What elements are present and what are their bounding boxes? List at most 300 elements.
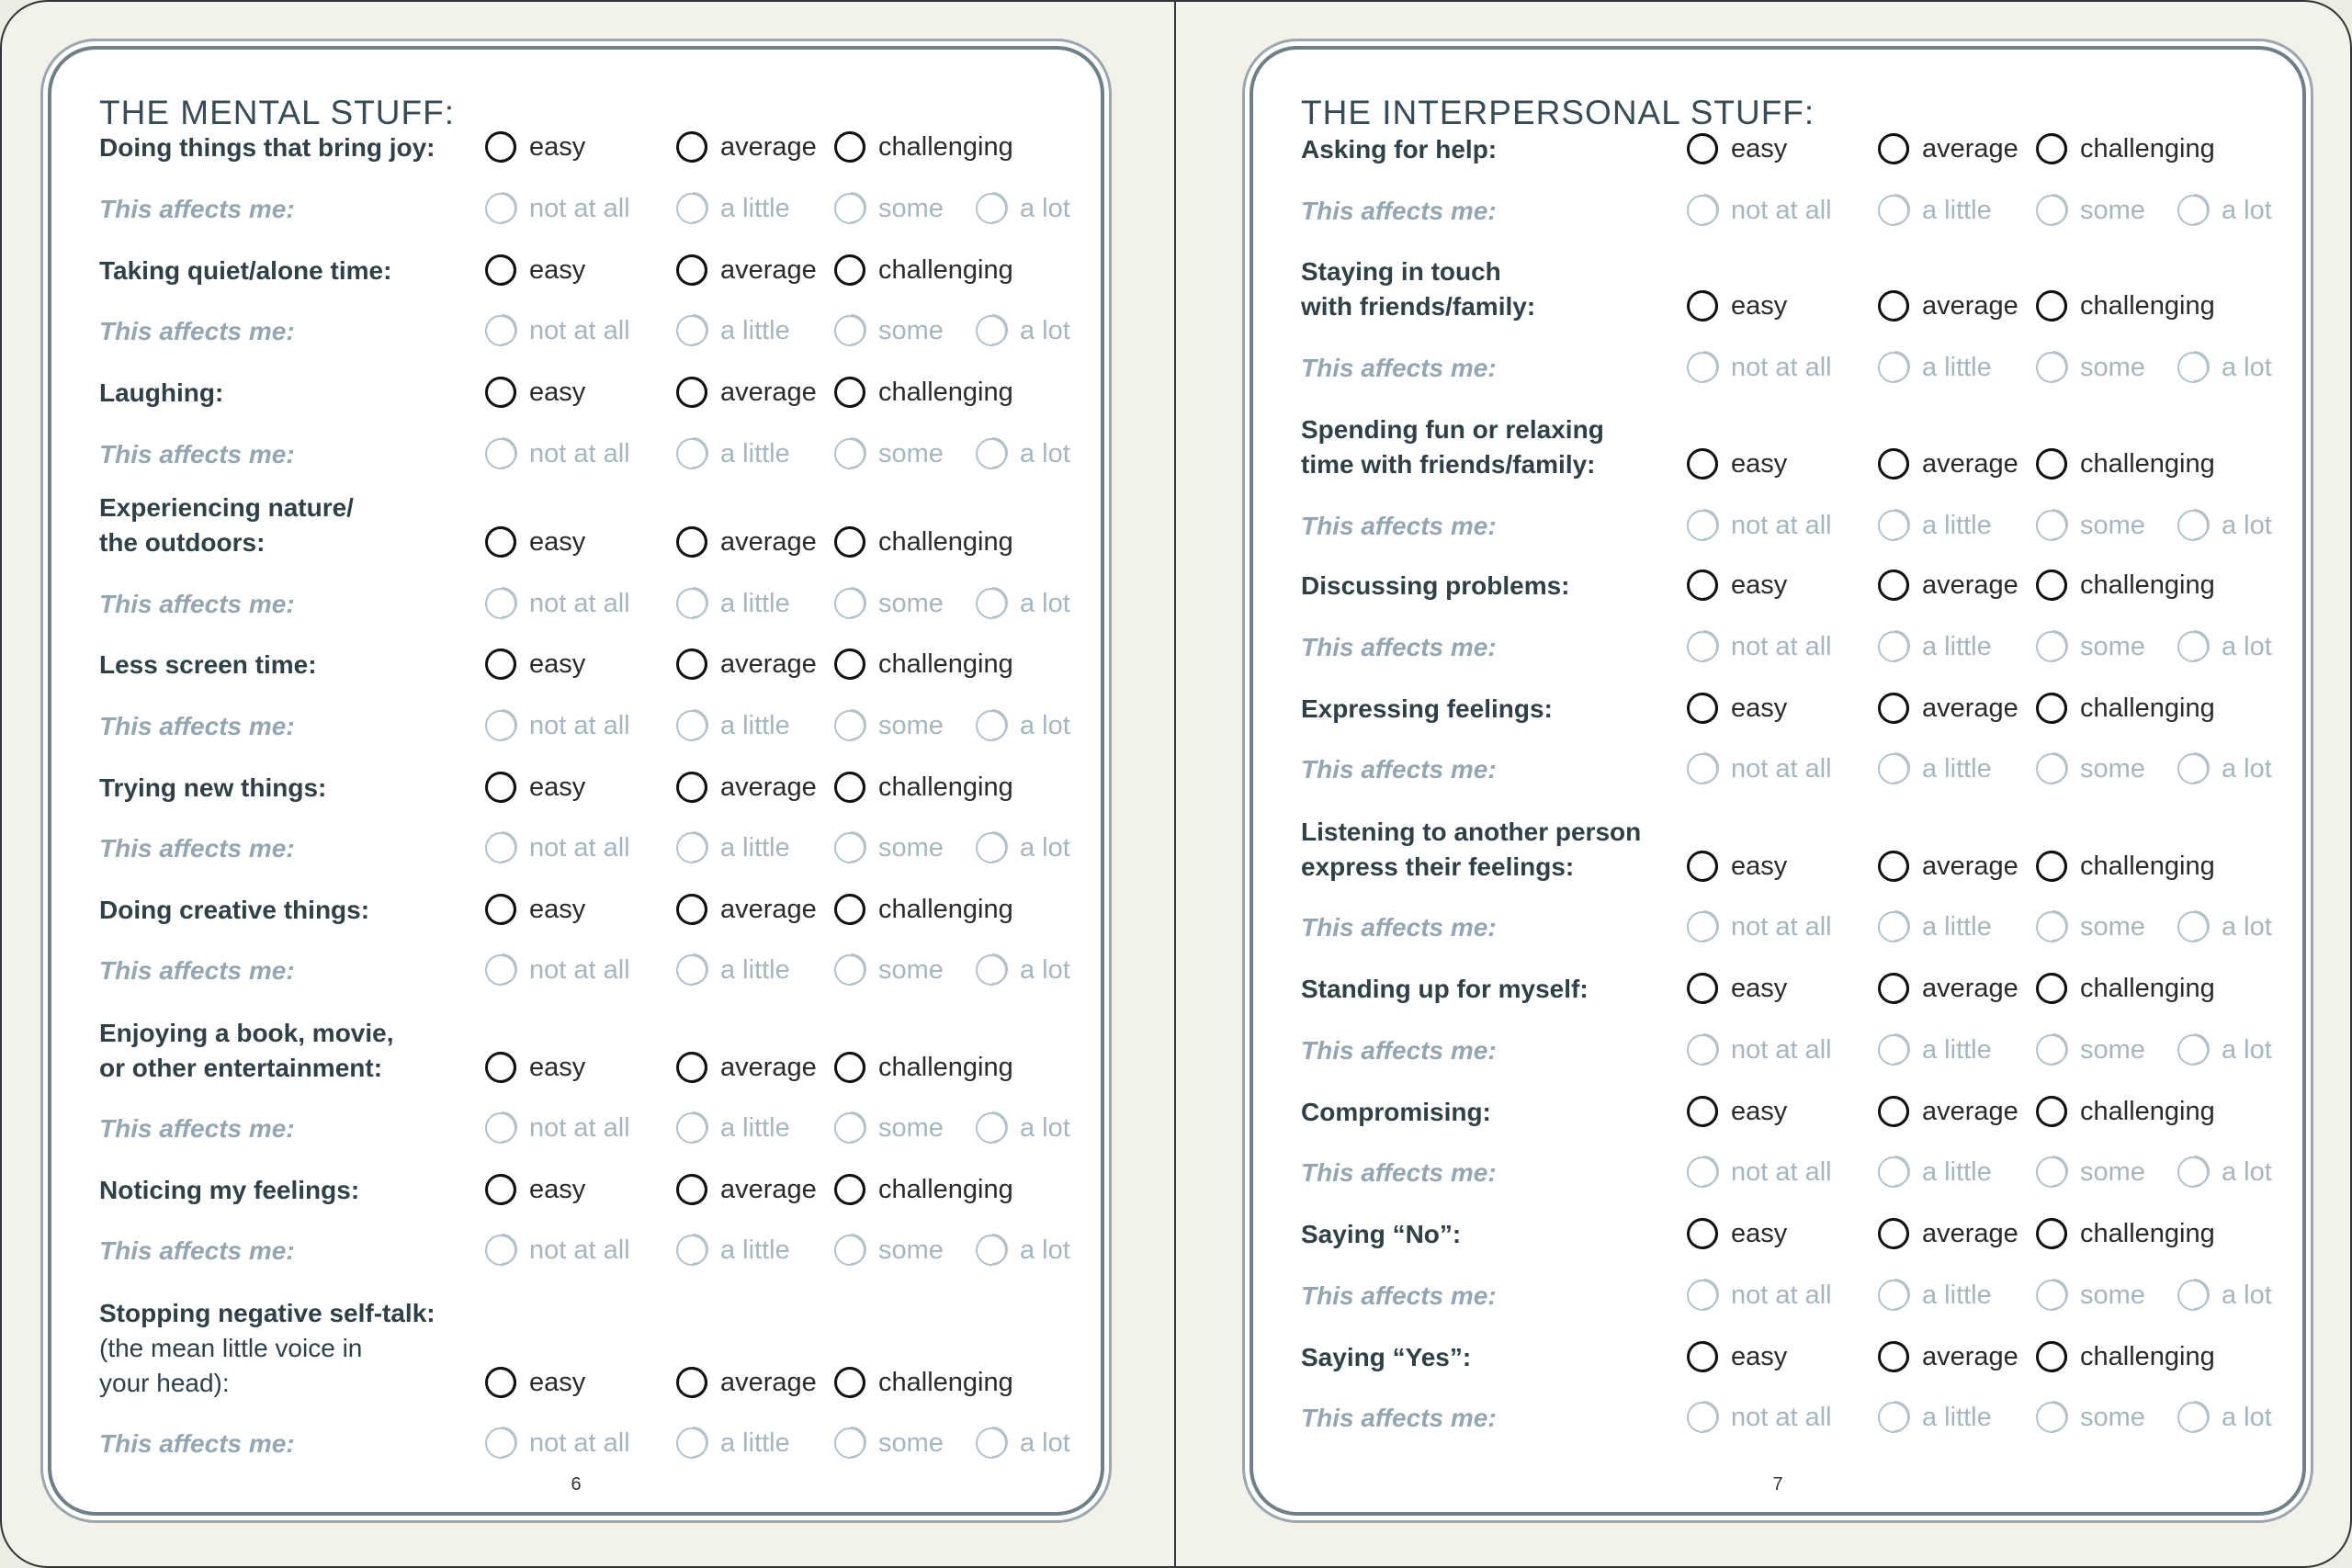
radio-circle-icon[interactable] (676, 588, 707, 619)
radio-average[interactable] (676, 127, 817, 167)
radio-challenging[interactable] (2036, 688, 2215, 728)
radio-easy[interactable] (1687, 1213, 1787, 1254)
radio-average[interactable] (676, 889, 817, 930)
radio-circle-icon[interactable] (2036, 1034, 2067, 1066)
option-label: not at all (1731, 195, 1832, 225)
radio-circle-icon[interactable] (485, 710, 516, 741)
radio-circle-icon[interactable] (1878, 1218, 1909, 1249)
radio-some[interactable] (2036, 1275, 2145, 1315)
radio-a-lot[interactable] (2177, 1275, 2272, 1315)
radio-circle-icon[interactable] (2177, 1156, 2209, 1188)
radio-a-lot[interactable] (976, 188, 1070, 229)
radio-not-at-all[interactable] (485, 583, 630, 624)
radio-some[interactable] (834, 188, 944, 229)
radio-easy[interactable] (485, 767, 585, 807)
radio-not-at-all[interactable] (1687, 347, 1832, 388)
radio-circle-icon[interactable] (834, 193, 865, 224)
radio-a-little[interactable] (1878, 907, 1992, 947)
option-label: not at all (529, 1427, 630, 1458)
radio-circle-icon[interactable] (1878, 851, 1909, 882)
radio-a-little[interactable] (676, 1108, 790, 1148)
radio-average[interactable] (1878, 286, 2018, 326)
radio-circle-icon[interactable] (2036, 693, 2067, 724)
radio-challenging[interactable] (834, 127, 1013, 167)
radio-circle-icon[interactable] (485, 1367, 516, 1398)
radio-circle-icon[interactable] (2036, 973, 2067, 1004)
radio-some[interactable] (834, 310, 944, 351)
radio-circle-icon[interactable] (1687, 290, 1718, 321)
option-label: a lot (2222, 195, 2272, 225)
radio-easy[interactable] (485, 1047, 585, 1088)
radio-circle-icon[interactable] (2036, 911, 2067, 942)
radio-circle-icon[interactable] (676, 832, 707, 863)
radio-average[interactable] (1878, 846, 2018, 886)
radio-a-lot[interactable] (976, 434, 1070, 474)
radio-circle-icon[interactable] (1878, 133, 1909, 164)
radio-easy[interactable] (1687, 129, 1787, 169)
radio-a-lot[interactable] (976, 950, 1070, 990)
radio-average[interactable] (676, 372, 817, 412)
radio-some[interactable] (834, 705, 944, 746)
radio-circle-icon[interactable] (676, 193, 707, 224)
radio-some[interactable] (2036, 1030, 2145, 1070)
radio-some[interactable] (834, 1108, 944, 1148)
radio-circle-icon[interactable] (676, 710, 707, 741)
radio-circle-icon[interactable] (676, 438, 707, 469)
radio-circle-icon[interactable] (676, 526, 707, 558)
option-label: not at all (529, 954, 630, 985)
radio-circle-icon[interactable] (976, 832, 1007, 863)
radio-circle-icon[interactable] (1878, 448, 1909, 479)
radio-circle-icon[interactable] (834, 526, 865, 558)
radio-circle-icon[interactable] (1878, 570, 1909, 601)
radio-circle-icon[interactable] (834, 894, 865, 925)
radio-circle-icon[interactable] (1687, 570, 1718, 601)
radio-a-little[interactable] (676, 828, 790, 868)
affects-row (1301, 190, 2284, 231)
radio-circle-icon[interactable] (485, 131, 516, 163)
radio-circle-icon[interactable] (976, 954, 1007, 986)
radio-circle-icon[interactable] (2177, 510, 2209, 541)
radio-a-lot[interactable] (2177, 347, 2272, 388)
radio-circle-icon[interactable] (2036, 570, 2067, 601)
radio-circle-icon[interactable] (834, 649, 865, 680)
radio-circle-icon[interactable] (676, 1427, 707, 1459)
radio-challenging[interactable] (2036, 565, 2215, 605)
radio-circle-icon[interactable] (834, 131, 865, 163)
radio-circle-icon[interactable] (676, 1367, 707, 1398)
radio-a-lot[interactable] (976, 1230, 1070, 1270)
radio-circle-icon[interactable] (2036, 133, 2067, 164)
radio-circle-icon[interactable] (2036, 851, 2067, 882)
radio-circle-icon[interactable] (1878, 1280, 1909, 1311)
radio-circle-icon[interactable] (834, 1174, 865, 1205)
radio-easy[interactable] (1687, 444, 1787, 484)
radio-circle-icon[interactable] (976, 1112, 1007, 1144)
radio-average[interactable] (1878, 1337, 2018, 1377)
radio-average[interactable] (1878, 129, 2018, 169)
radio-easy[interactable] (1687, 688, 1787, 728)
radio-circle-icon[interactable] (1687, 510, 1718, 541)
radio-circle-icon[interactable] (676, 1052, 707, 1083)
radio-challenging[interactable] (834, 522, 1013, 562)
radio-average[interactable] (1878, 1213, 2018, 1254)
radio-circle-icon[interactable] (976, 1427, 1007, 1459)
affects-row (99, 828, 1082, 868)
radio-average[interactable] (1878, 688, 2018, 728)
radio-easy[interactable] (1687, 968, 1787, 1009)
radio-circle-icon[interactable] (976, 315, 1007, 346)
radio-average[interactable] (676, 250, 817, 290)
radio-circle-icon[interactable] (834, 1112, 865, 1144)
radio-a-little[interactable] (1878, 626, 1992, 667)
radio-challenging[interactable] (834, 889, 1013, 930)
radio-circle-icon[interactable] (485, 649, 516, 680)
radio-a-lot[interactable] (976, 1423, 1070, 1463)
radio-circle-icon[interactable] (1878, 1341, 1909, 1372)
question-row (1301, 565, 2284, 605)
radio-challenging[interactable] (834, 767, 1013, 807)
radio-circle-icon[interactable] (1878, 631, 1909, 662)
radio-circle-icon[interactable] (676, 1235, 707, 1266)
radio-challenging[interactable] (2036, 444, 2215, 484)
radio-circle-icon[interactable] (834, 954, 865, 986)
radio-average[interactable] (1878, 565, 2018, 605)
radio-circle-icon[interactable] (485, 1112, 516, 1144)
radio-circle-icon[interactable] (2177, 195, 2209, 226)
radio-circle-icon[interactable] (676, 954, 707, 986)
radio-circle-icon[interactable] (834, 1052, 865, 1083)
radio-circle-icon[interactable] (976, 438, 1007, 469)
radio-easy[interactable] (485, 250, 585, 290)
radio-circle-icon[interactable] (2177, 631, 2209, 662)
question-row (1301, 1337, 2284, 1377)
radio-circle-icon[interactable] (834, 588, 865, 619)
radio-circle-icon[interactable] (676, 894, 707, 925)
radio-a-lot[interactable] (2177, 190, 2272, 231)
radio-some[interactable] (2036, 190, 2145, 231)
radio-circle-icon[interactable] (2036, 510, 2067, 541)
radio-a-little[interactable] (676, 310, 790, 351)
radio-circle-icon[interactable] (676, 254, 707, 286)
radio-not-at-all[interactable] (485, 188, 630, 229)
radio-a-lot[interactable] (2177, 749, 2272, 789)
radio-circle-icon[interactable] (2177, 911, 2209, 942)
radio-circle-icon[interactable] (1687, 1280, 1718, 1311)
radio-a-little[interactable] (1878, 749, 1992, 789)
radio-a-lot[interactable] (2177, 1152, 2272, 1192)
affects-label: This affects me: (99, 712, 295, 740)
radio-average[interactable] (676, 1047, 817, 1088)
radio-a-little[interactable] (1878, 1152, 1992, 1192)
radio-circle-icon[interactable] (2036, 1341, 2067, 1372)
radio-circle-icon[interactable] (1687, 693, 1718, 724)
radio-easy[interactable] (485, 644, 585, 684)
radio-some[interactable] (834, 583, 944, 624)
radio-circle-icon[interactable] (1878, 973, 1909, 1004)
radio-some[interactable] (834, 434, 944, 474)
radio-not-at-all[interactable] (485, 705, 630, 746)
radio-circle-icon[interactable] (1878, 1156, 1909, 1188)
radio-circle-icon[interactable] (485, 315, 516, 346)
radio-circle-icon[interactable] (834, 710, 865, 741)
radio-some[interactable] (2036, 626, 2145, 667)
radio-challenging[interactable] (2036, 286, 2215, 326)
radio-circle-icon[interactable] (1687, 1341, 1718, 1372)
radio-a-little[interactable] (1878, 1275, 1992, 1315)
option-label: not at all (1731, 1280, 1832, 1310)
radio-circle-icon[interactable] (485, 438, 516, 469)
radio-average[interactable] (676, 644, 817, 684)
radio-circle-icon[interactable] (2177, 352, 2209, 383)
radio-not-at-all[interactable] (485, 950, 630, 990)
radio-circle-icon[interactable] (485, 377, 516, 408)
radio-circle-icon[interactable] (834, 438, 865, 469)
radio-challenging[interactable] (834, 250, 1013, 290)
radio-circle-icon[interactable] (1878, 911, 1909, 942)
radio-not-at-all[interactable] (1687, 907, 1832, 947)
radio-easy[interactable] (1687, 1337, 1787, 1377)
radio-circle-icon[interactable] (1878, 693, 1909, 724)
radio-circle-icon[interactable] (2036, 753, 2067, 784)
radio-some[interactable] (834, 828, 944, 868)
radio-circle-icon[interactable] (2177, 1280, 2209, 1311)
radio-a-lot[interactable] (2177, 626, 2272, 667)
radio-easy[interactable] (485, 889, 585, 930)
option-label: some (2080, 510, 2145, 540)
radio-circle-icon[interactable] (2036, 290, 2067, 321)
radio-challenging[interactable] (2036, 1213, 2215, 1254)
radio-circle-icon[interactable] (1878, 753, 1909, 784)
radio-not-at-all[interactable] (1687, 1275, 1832, 1315)
radio-circle-icon[interactable] (976, 588, 1007, 619)
radio-circle-icon[interactable] (1687, 1402, 1718, 1433)
radio-some[interactable] (2036, 1397, 2145, 1438)
radio-some[interactable] (2036, 1152, 2145, 1192)
radio-a-lot[interactable] (976, 583, 1070, 624)
radio-a-lot[interactable] (976, 828, 1070, 868)
radio-not-at-all[interactable] (485, 310, 630, 351)
radio-average[interactable] (676, 767, 817, 807)
radio-a-little[interactable] (1878, 505, 1992, 546)
radio-easy[interactable] (1687, 565, 1787, 605)
radio-circle-icon[interactable] (676, 377, 707, 408)
option-label: a lot (1020, 1427, 1070, 1458)
radio-circle-icon[interactable] (1878, 290, 1909, 321)
radio-circle-icon[interactable] (485, 588, 516, 619)
option-label: average (720, 131, 817, 162)
radio-not-at-all[interactable] (1687, 505, 1832, 546)
radio-a-lot[interactable] (976, 310, 1070, 351)
radio-some[interactable] (2036, 907, 2145, 947)
radio-a-little[interactable] (676, 188, 790, 229)
radio-not-at-all[interactable] (1687, 1152, 1832, 1192)
radio-easy[interactable] (1687, 1091, 1787, 1132)
radio-easy[interactable] (485, 1169, 585, 1210)
radio-not-at-all[interactable] (1687, 1030, 1832, 1070)
radio-not-at-all[interactable] (485, 434, 630, 474)
radio-circle-icon[interactable] (485, 1427, 516, 1459)
radio-circle-icon[interactable] (1687, 753, 1718, 784)
radio-circle-icon[interactable] (1687, 631, 1718, 662)
radio-challenging[interactable] (834, 1169, 1013, 1210)
radio-circle-icon[interactable] (834, 832, 865, 863)
radio-circle-icon[interactable] (2036, 1280, 2067, 1311)
radio-circle-icon[interactable] (976, 710, 1007, 741)
radio-some[interactable] (2036, 505, 2145, 546)
radio-circle-icon[interactable] (485, 254, 516, 286)
radio-not-at-all[interactable] (485, 1423, 630, 1463)
radio-circle-icon[interactable] (485, 526, 516, 558)
radio-circle-icon[interactable] (834, 1235, 865, 1266)
radio-average[interactable] (676, 522, 817, 562)
radio-circle-icon[interactable] (2036, 195, 2067, 226)
radio-easy[interactable] (1687, 286, 1787, 326)
radio-some[interactable] (834, 1230, 944, 1270)
radio-challenging[interactable] (834, 1362, 1013, 1403)
radio-average[interactable] (1878, 1091, 2018, 1132)
radio-circle-icon[interactable] (834, 1367, 865, 1398)
radio-not-at-all[interactable] (1687, 749, 1832, 789)
radio-circle-icon[interactable] (485, 832, 516, 863)
radio-not-at-all[interactable] (485, 1108, 630, 1148)
radio-a-little[interactable] (676, 434, 790, 474)
radio-challenging[interactable] (2036, 1091, 2215, 1132)
question-row (1301, 688, 2284, 728)
radio-circle-icon[interactable] (1687, 352, 1718, 383)
radio-circle-icon[interactable] (1687, 448, 1718, 479)
radio-circle-icon[interactable] (2036, 1096, 2067, 1127)
radio-circle-icon[interactable] (976, 1235, 1007, 1266)
radio-not-at-all[interactable] (1687, 626, 1832, 667)
radio-circle-icon[interactable] (1687, 195, 1718, 226)
question-subtext: (the mean little voice in (99, 1334, 363, 1362)
radio-circle-icon[interactable] (2177, 753, 2209, 784)
radio-circle-icon[interactable] (2177, 1402, 2209, 1433)
radio-a-lot[interactable] (2177, 1397, 2272, 1438)
radio-circle-icon[interactable] (1878, 352, 1909, 383)
radio-a-little[interactable] (676, 583, 790, 624)
radio-challenging[interactable] (2036, 968, 2215, 1009)
radio-circle-icon[interactable] (485, 772, 516, 803)
radio-circle-icon[interactable] (485, 1052, 516, 1083)
radio-circle-icon[interactable] (1687, 1218, 1718, 1249)
radio-challenging[interactable] (834, 644, 1013, 684)
radio-not-at-all[interactable] (485, 1230, 630, 1270)
radio-circle-icon[interactable] (2177, 1034, 2209, 1066)
radio-circle-icon[interactable] (1687, 851, 1718, 882)
radio-circle-icon[interactable] (676, 772, 707, 803)
radio-easy[interactable] (485, 522, 585, 562)
radio-circle-icon[interactable] (676, 1112, 707, 1144)
radio-not-at-all[interactable] (1687, 1397, 1832, 1438)
radio-circle-icon[interactable] (1878, 1096, 1909, 1127)
radio-circle-icon[interactable] (1687, 1156, 1718, 1188)
radio-circle-icon[interactable] (2036, 631, 2067, 662)
radio-easy[interactable] (485, 127, 585, 167)
radio-a-lot[interactable] (976, 1108, 1070, 1148)
radio-some[interactable] (2036, 749, 2145, 789)
radio-circle-icon[interactable] (1687, 973, 1718, 1004)
radio-a-little[interactable] (676, 705, 790, 746)
radio-circle-icon[interactable] (1687, 911, 1718, 942)
radio-circle-icon[interactable] (1687, 133, 1718, 164)
radio-easy[interactable] (1687, 846, 1787, 886)
radio-circle-icon[interactable] (2036, 1402, 2067, 1433)
radio-average[interactable] (676, 1362, 817, 1403)
option-label: not at all (529, 1112, 630, 1143)
radio-a-little[interactable] (676, 1230, 790, 1270)
radio-challenging[interactable] (2036, 846, 2215, 886)
radio-average[interactable] (1878, 444, 2018, 484)
radio-a-lot[interactable] (2177, 505, 2272, 546)
radio-circle-icon[interactable] (676, 131, 707, 163)
radio-circle-icon[interactable] (485, 894, 516, 925)
radio-challenging[interactable] (834, 372, 1013, 412)
radio-a-little[interactable] (676, 1423, 790, 1463)
radio-challenging[interactable] (2036, 129, 2215, 169)
radio-a-little[interactable] (676, 950, 790, 990)
radio-challenging[interactable] (834, 1047, 1013, 1088)
radio-not-at-all[interactable] (1687, 190, 1832, 231)
radio-circle-icon[interactable] (676, 649, 707, 680)
radio-circle-icon[interactable] (1878, 1402, 1909, 1433)
radio-circle-icon[interactable] (2036, 448, 2067, 479)
radio-circle-icon[interactable] (485, 193, 516, 224)
radio-challenging[interactable] (2036, 1337, 2215, 1377)
radio-easy[interactable] (485, 372, 585, 412)
radio-a-lot[interactable] (976, 705, 1070, 746)
radio-a-little[interactable] (1878, 1030, 1992, 1070)
radio-circle-icon[interactable] (676, 315, 707, 346)
radio-circle-icon[interactable] (834, 254, 865, 286)
option-label: average (720, 377, 817, 407)
radio-a-little[interactable] (1878, 347, 1992, 388)
radio-circle-icon[interactable] (1878, 1034, 1909, 1066)
radio-average[interactable] (676, 1169, 817, 1210)
radio-circle-icon[interactable] (485, 954, 516, 986)
radio-circle-icon[interactable] (1878, 195, 1909, 226)
radio-some[interactable] (834, 1423, 944, 1463)
radio-circle-icon[interactable] (2036, 352, 2067, 383)
radio-a-lot[interactable] (2177, 1030, 2272, 1070)
radio-circle-icon[interactable] (676, 1174, 707, 1205)
radio-some[interactable] (2036, 347, 2145, 388)
radio-circle-icon[interactable] (485, 1174, 516, 1205)
radio-a-lot[interactable] (2177, 907, 2272, 947)
radio-circle-icon[interactable] (485, 1235, 516, 1266)
radio-circle-icon[interactable] (834, 377, 865, 408)
radio-circle-icon[interactable] (976, 193, 1007, 224)
radio-circle-icon[interactable] (1687, 1096, 1718, 1127)
radio-some[interactable] (834, 950, 944, 990)
radio-not-at-all[interactable] (485, 828, 630, 868)
radio-circle-icon[interactable] (1687, 1034, 1718, 1066)
radio-circle-icon[interactable] (1878, 510, 1909, 541)
question-row (1301, 1213, 2284, 1254)
option-label: a lot (2222, 631, 2272, 661)
radio-average[interactable] (1878, 968, 2018, 1009)
radio-easy[interactable] (485, 1362, 585, 1403)
radio-circle-icon[interactable] (834, 772, 865, 803)
option-label: not at all (529, 438, 630, 468)
radio-a-little[interactable] (1878, 190, 1992, 231)
radio-circle-icon[interactable] (834, 315, 865, 346)
radio-circle-icon[interactable] (2036, 1156, 2067, 1188)
radio-a-little[interactable] (1878, 1397, 1992, 1438)
radio-circle-icon[interactable] (2036, 1218, 2067, 1249)
radio-circle-icon[interactable] (834, 1427, 865, 1459)
